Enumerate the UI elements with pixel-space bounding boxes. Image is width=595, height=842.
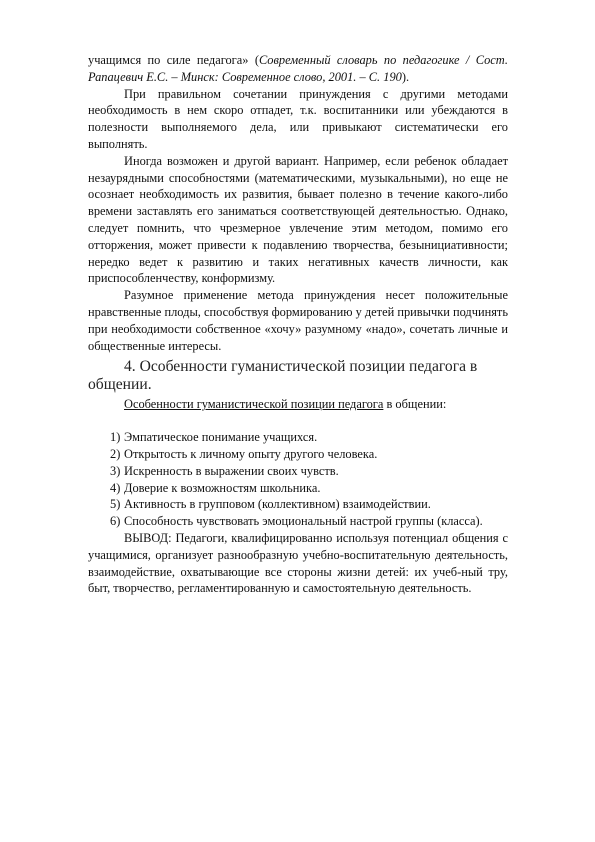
subheading-rest: в общении:	[383, 397, 447, 412]
subheading-underlined: Особенности гуманистической позиции педагога	[124, 397, 384, 412]
section-heading: 4. Особенности гуманистической позиции педагога в общении.	[88, 358, 478, 394]
citation-end: ).	[401, 69, 410, 84]
list-item	[88, 513, 508, 530]
features-list	[88, 429, 508, 530]
list-item-number: 2)	[110, 446, 121, 461]
list-item	[88, 480, 508, 497]
citation-source: Современный словарь по педагогике / Сост. Рапацевич Е.С. – Минск: Современное слово, 2001. – С. 190	[88, 53, 508, 84]
list-item	[88, 496, 508, 513]
document-page	[88, 52, 508, 597]
list-item-number: 3)	[110, 463, 121, 478]
paragraph-coercion-combination: При правильном сочетании принуждения с другими методами необходимость в нем скоро отпадет, т.к. воспитанники или убеждаются в полезности выполняемого дела, или привыкают систематически его выполнять.	[88, 86, 508, 151]
paragraph-conclusion: ВЫВОД: Педагоги, квалифицированно используя потенциал общения с учащимися, организует разнообразную учебно-воспитательную деятельность, взаимодействие, охватывающие все стороны жизни детей: их учеб-ный тру, быт, творчество, регламентированную и самостоятельную деятельность.	[88, 530, 508, 596]
list-item	[88, 429, 508, 446]
subheading	[88, 396, 508, 413]
list-item-number: 1)	[110, 430, 121, 445]
list-item-number: 5)	[110, 497, 121, 512]
citation-lead: учащимся по силе педагога» (	[88, 53, 259, 67]
list-item	[88, 446, 508, 463]
paragraph-reasonable-use: Разумное применение метода принуждения несет положительные нравственные плоды, способствуя формированию у детей привычки подчинять при необходимости собственное «хочу» разумному «надо», сочетать личные и общественные интересы.	[88, 288, 508, 353]
paragraph-alternative-variant: Иногда возможен и другой вариант. Например, если ребенок обладает незаурядными способностями (математическими, музыкальными), но еще не осознает необходимость их развития, бывает полезно в течение какого-либо времени заставлять его заниматься соответствующей деятельностью. Однако, следует помнить, что чрезмерное увлечение этим методом, помимо его отторжения, может привести к подавлению творчества, безынициативности; нередко ведет к развитию и таких негативных качеств личности, как приспособленчеству, конформизму.	[88, 153, 508, 286]
list-item-text: Открытость к личному опыту другого человека.	[124, 446, 378, 461]
list-item	[88, 463, 508, 480]
list-item-text: Искренность в выражении своих чувств.	[124, 463, 339, 478]
paragraph-citation	[88, 52, 508, 86]
list-item-text: Эмпатическое понимание учащихся.	[124, 430, 318, 445]
list-item-number: 4)	[110, 480, 121, 495]
list-item-text: Способность чувствовать эмоциональный настрой группы (класса).	[124, 514, 483, 529]
list-item-number: 6)	[110, 514, 121, 529]
list-item-text: Активность в групповом (коллективном) взаимодействии.	[124, 497, 431, 512]
list-item-text: Доверие к возможностям школьника.	[124, 480, 321, 495]
